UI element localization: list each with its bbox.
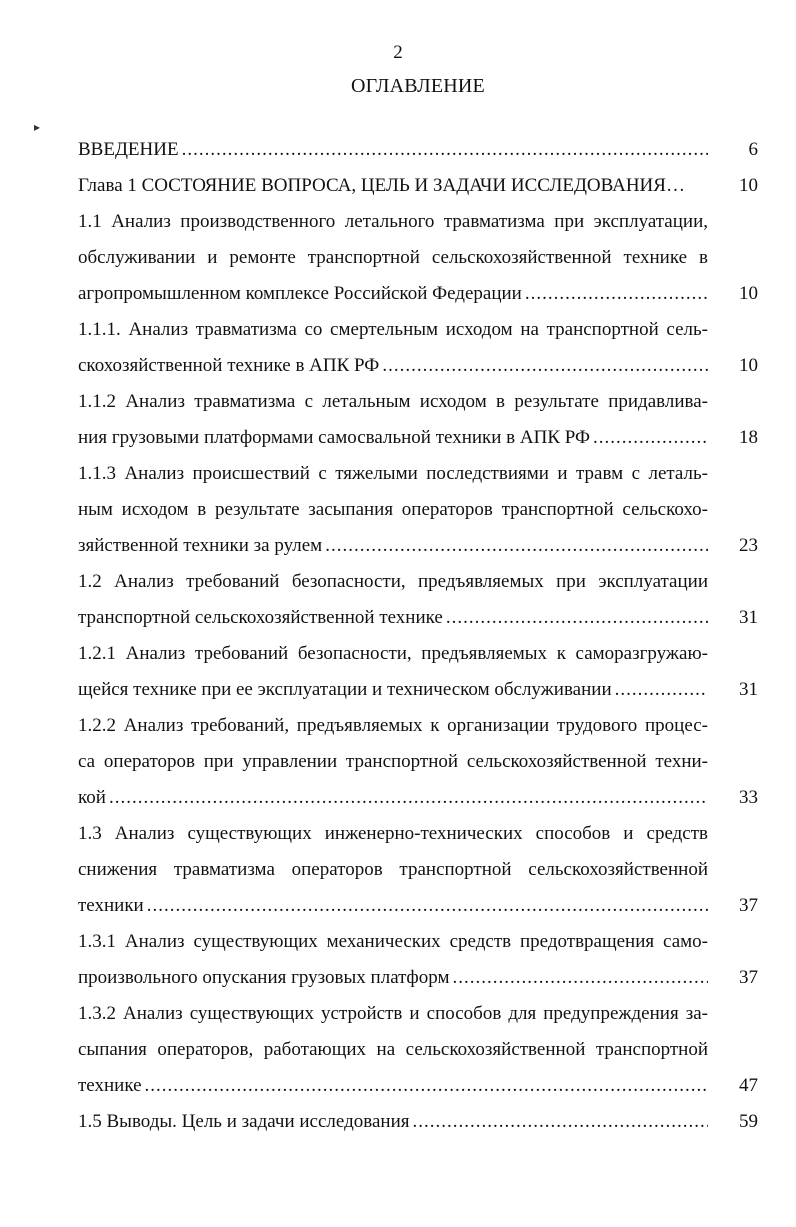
- dot-leader: [182, 132, 708, 168]
- toc-entry-text-line: агропромышленном комплексе Российской Федерации: [78, 283, 522, 304]
- toc-entry[interactable]: [78, 816, 758, 924]
- toc-entry-text-line: 1.1.2 Анализ травматизма с летальным исходом в результате придавлива-: [78, 391, 708, 412]
- toc-entry-text-line: технике: [78, 1075, 142, 1096]
- toc-entry-text-line: ВВЕДЕНИЕ: [78, 139, 179, 160]
- toc-entry-text-line: кой: [78, 787, 106, 808]
- toc-page-number: 37: [739, 895, 758, 916]
- table-of-contents: [78, 132, 758, 1140]
- dot-leader: [147, 888, 708, 924]
- toc-entry[interactable]: [78, 564, 758, 636]
- toc-entry-text-line: сыпания операторов, работающих на сельскохозяйственной транспортной: [78, 1039, 708, 1060]
- page-title: ОГЛАВЛЕНИЕ: [351, 75, 485, 97]
- toc-entry-text-line: произвольного опускания грузовых платформ: [78, 967, 450, 988]
- toc-entry[interactable]: [78, 312, 758, 384]
- toc-entry-text-line: 1.1.3 Анализ происшествий с тяжелыми последствиями и травм с леталь-: [78, 463, 708, 484]
- toc-page-number: 31: [739, 679, 758, 700]
- dot-leader: [446, 600, 708, 636]
- toc-entry-text-line: 1.2.1 Анализ требований безопасности, предъявляемых к саморазгружаю-: [78, 643, 708, 664]
- dot-leader: [615, 672, 708, 708]
- dot-leader: [325, 528, 708, 564]
- toc-entry-text-line: обслуживании и ремонте транспортной сельскохозяйственной технике в: [78, 247, 708, 268]
- toc-entry-text-line: 1.2.2 Анализ требований, предъявляемых к организации трудового процес-: [78, 715, 708, 736]
- toc-entry-text-line: ния грузовыми платформами самосвальной техники в АПК РФ: [78, 427, 591, 448]
- toc-page-number: 10: [739, 355, 758, 376]
- toc-entry[interactable]: [78, 456, 758, 564]
- toc-page-number: 23: [739, 535, 758, 556]
- toc-entry-text-line: скохозяйственной технике в АПК РФ: [78, 355, 380, 376]
- toc-page-number: 31: [739, 607, 758, 628]
- toc-entry[interactable]: [78, 996, 758, 1104]
- toc-entry-text-line: 1.1.1. Анализ травматизма со смертельным исходом на транспортной сель-: [78, 319, 708, 340]
- toc-entry-text-line: техники: [78, 895, 144, 916]
- toc-page-number: 37: [739, 967, 758, 988]
- dot-leader: [525, 276, 708, 312]
- toc-entry-text-line: снижения травматизма операторов транспортной сельскохозяйственной: [78, 859, 708, 880]
- dot-leader: [452, 960, 708, 996]
- dot-leader: [109, 780, 708, 816]
- toc-entry-text-line: 1.1 Анализ производственного летального травматизма при эксплуатации,: [78, 211, 708, 232]
- dot-leader: [382, 348, 708, 384]
- page-number: 2: [393, 42, 403, 63]
- scan-mark: ▸: [34, 120, 41, 134]
- toc-page-number: 33: [739, 787, 758, 808]
- toc-entry[interactable]: [78, 384, 758, 456]
- toc-page-number: 6: [748, 139, 758, 160]
- toc-entry[interactable]: [78, 204, 758, 312]
- toc-entry-text-line: Глава 1 СОСТОЯНИЕ ВОПРОСА, ЦЕЛЬ И ЗАДАЧИ ИССЛЕДОВАНИЯ…: [78, 175, 685, 196]
- toc-entry[interactable]: [78, 1104, 758, 1140]
- toc-entry[interactable]: [78, 132, 758, 168]
- toc-entry[interactable]: [78, 708, 758, 816]
- dot-leader: [593, 420, 708, 456]
- toc-entry-text-line: ным исходом в результате засыпания операторов транспортной сельскохо-: [78, 499, 708, 520]
- toc-page-number: 47: [739, 1075, 758, 1096]
- toc-entry-text-line: щейся технике при ее эксплуатации и техническом обслуживании: [78, 679, 612, 700]
- toc-entry-text-line: транспортной сельскохозяйственной технике: [78, 607, 443, 628]
- toc-entry-text-line: 1.3 Анализ существующих инженерно-технических способов и средств: [78, 823, 708, 844]
- toc-page-number: 59: [739, 1111, 758, 1132]
- toc-entry[interactable]: [78, 924, 758, 996]
- toc-entry-text-line: са операторов при управлении транспортной сельскохозяйственной техни-: [78, 751, 708, 772]
- toc-entry-text-line: 1.2 Анализ требований безопасности, предъявляемых при эксплуатации: [78, 571, 708, 592]
- toc-entry-text-line: 1.3.2 Анализ существующих устройств и способов для предупреждения за-: [78, 1003, 708, 1024]
- dot-leader: [412, 1104, 708, 1140]
- toc-page-number: 18: [739, 427, 758, 448]
- toc-entry-text-line: 1.5 Выводы. Цель и задачи исследования: [78, 1111, 410, 1132]
- toc-entry-text-line: 1.3.1 Анализ существующих механических средств предотвращения само-: [78, 931, 708, 952]
- toc-entry[interactable]: [78, 168, 758, 204]
- toc-page-number: 10: [739, 175, 758, 196]
- toc-entry-text-line: зяйственной техники за рулем: [78, 535, 323, 556]
- dot-leader: [145, 1068, 708, 1104]
- toc-page-number: 10: [739, 283, 758, 304]
- toc-entry[interactable]: [78, 636, 758, 708]
